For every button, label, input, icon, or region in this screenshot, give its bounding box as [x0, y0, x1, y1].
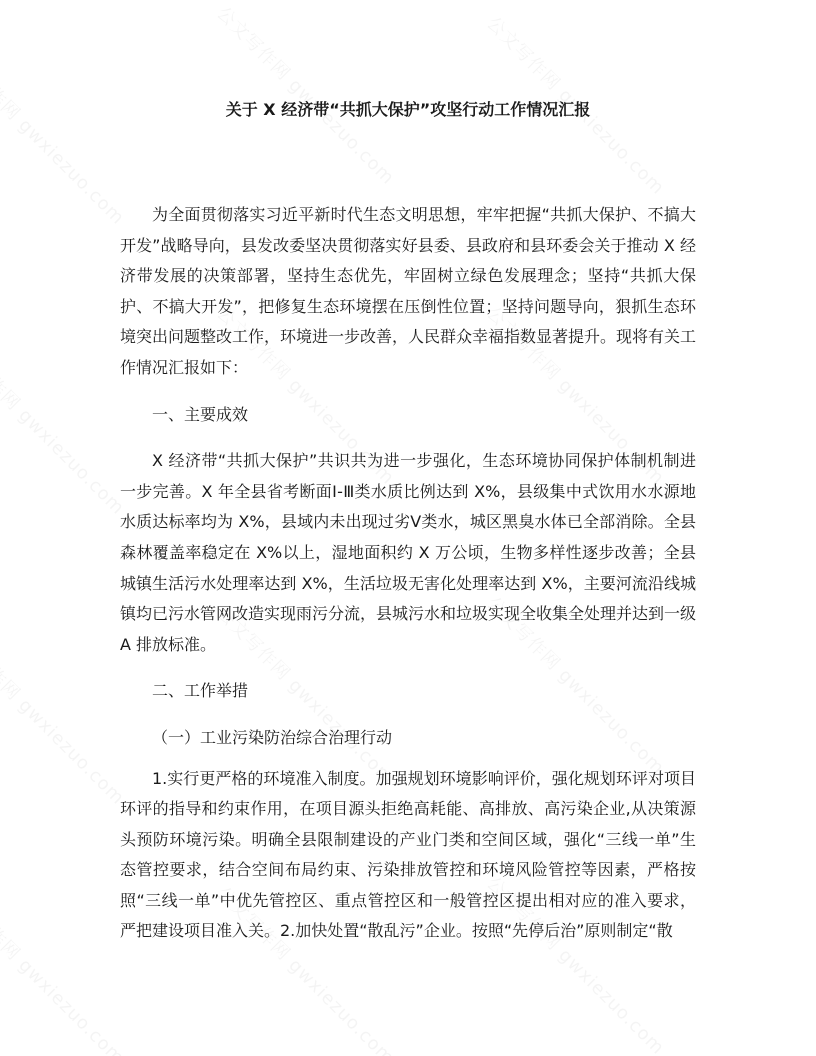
section-heading-work-measures: 二、工作举措	[152, 681, 249, 701]
subsection-heading-industrial-pollution: （一）工业污染防治综合治理行动	[152, 727, 393, 747]
document-body	[120, 96, 696, 963]
industrial-pollution-paragraph: 1.实行更严格的环境准入制度。加强规划环境影响评价，强化规划环评对项目环评的指导和约束作用，在项目源头拒绝高耗能、高排放、高污染企业,从决策源头预防环境污染。明确全县限制建设的产业门类和空间区域，强化“三线一单”生态管控要求，结合空间布局约束、污染排放管控和环境风险管控等因素，严格按照“三线一单”中优先管控区、重点管控区和一般管控区提出相对应的准入要求，严把建设项目准入关。2.加快处置“散乱污”企业。按照“先停后治”原则制定“散	[120, 768, 696, 941]
watermark-text	[0, 620, 131, 810]
section-heading-main-results: 一、主要成效	[152, 404, 249, 424]
watermark-text	[0, 40, 131, 230]
main-results-paragraph: X 经济带“共抓大保护”共识共为进一步强化，生态环境协同保护体制机制进一步完善。X 年全县省考断面Ⅰ-Ⅲ类水质比例达到 X%，县级集中式饮用水水源地水质达标率均为 X%，县域内未出现过劣Ⅴ类水，城区黑臭水体已全部消除。全县森林覆盖率稳定在 X%以上，湿地面积约 X 万公顷，生物多样性逐步改善；全县城镇生活污水处理率达到 X%，生活垃圾无害化处理率达到 X%，主要河流沿线城镇均已污水管网改造实现雨污分流，县城污水和垃圾实现全收集全处理并达到一级 A 排放标准。	[120, 451, 697, 654]
watermark-text	[0, 880, 131, 1056]
watermark-text	[0, 330, 131, 520]
document-title: 关于 X 经济带“共抓大保护”攻坚行动工作情况汇报	[225, 100, 591, 119]
intro-paragraph: 为全面贯彻落实习近平新时代生态文明思想，牢牢把握“共抓大保护、不搞大开发”战略导向，县发改委坚决贯彻落实好县委、县政府和县环委会关于推动 X 经济带发展的决策部署，坚持生态优先，牢固树立绿色发展理念；坚持“共抓大保护、不搞大开发”，把修复生态环境摆在压倒性位置；坚持问题导向，狠抓生态环境突出问题整改工作，环境进一步改善，人民群众幸福指数显著提升。现将有关工作情况汇报如下：	[120, 205, 697, 377]
